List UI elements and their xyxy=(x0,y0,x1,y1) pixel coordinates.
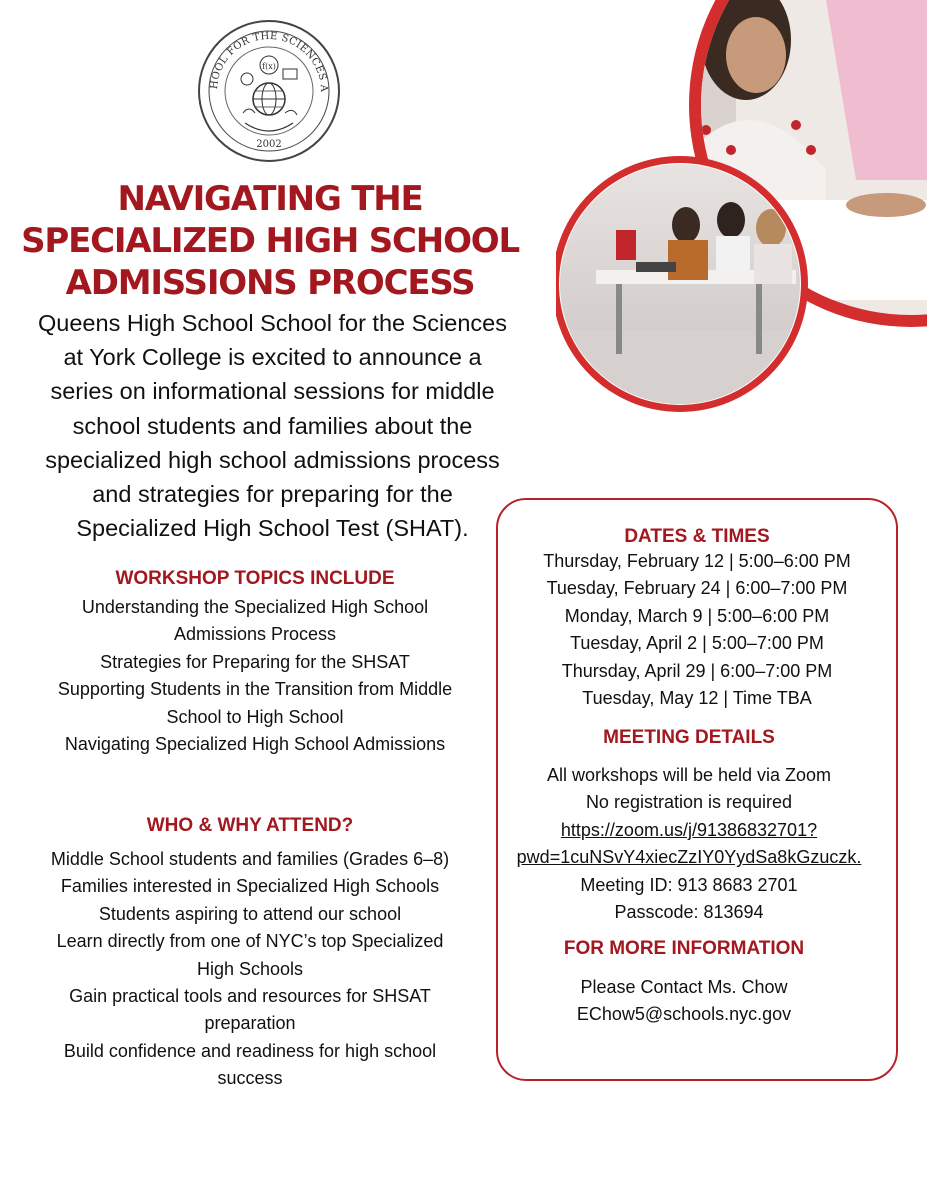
date-item: Tuesday, February 24 | 6:00–7:00 PM xyxy=(546,578,848,599)
list-item: Gain practical tools and resources for SHSAT xyxy=(69,986,431,1007)
date-item: Tuesday, April 2 | 5:00–7:00 PM xyxy=(570,633,824,654)
contact-email[interactable]: EChow5@schools.nyc.gov xyxy=(576,1004,792,1025)
page-title xyxy=(0,178,540,304)
intro-line: Queens High School School for the Sciences xyxy=(38,310,507,336)
list-item: Admissions Process xyxy=(173,624,337,645)
list-item: High Schools xyxy=(196,958,304,979)
meeting-line: No registration is required xyxy=(585,792,793,813)
title-line-1: NAVIGATING THE xyxy=(117,179,423,219)
list-item: Students aspiring to attend our school xyxy=(98,903,402,924)
meeting-details xyxy=(496,762,882,926)
intro-line: at York College is excited to announce a xyxy=(63,344,482,371)
workshop-topics-list xyxy=(0,594,510,758)
date-item: Thursday, February 12 | 5:00–6:00 PM xyxy=(543,551,851,571)
list-item: success xyxy=(217,1068,283,1089)
meeting-id: Meeting ID: 913 8683 2701 xyxy=(580,874,798,895)
intro-line: school students and families about the xyxy=(72,412,473,439)
dates-heading: DATES & TIMES xyxy=(624,526,770,547)
zoom-link[interactable]: https://zoom.us/j/91386832701? xyxy=(560,819,818,840)
who-why-list xyxy=(0,846,500,1093)
intro-paragraph xyxy=(10,306,535,545)
date-item: Monday, March 9 | 5:00–6:00 PM xyxy=(564,605,830,626)
title-line-3: ADMISSIONS PROCESS xyxy=(65,263,475,303)
meeting-details-heading: MEETING DETAILS xyxy=(603,727,775,748)
seal-ring-text: HOOL FOR THE SCIENCES A xyxy=(208,30,330,93)
dates-list xyxy=(496,548,898,712)
workshop-topics-heading: WORKSHOP TOPICS INCLUDE xyxy=(115,568,395,589)
more-info xyxy=(496,974,872,1029)
school-seal xyxy=(197,19,341,163)
intro-line: and strategies for preparing for the xyxy=(92,481,453,508)
more-info-heading: FOR MORE INFORMATION xyxy=(563,938,805,959)
list-item: Strategies for Preparing for the SHSAT xyxy=(100,651,410,672)
photo-collage xyxy=(556,0,927,420)
list-item: Build confidence and readiness for high school xyxy=(63,1040,437,1061)
meeting-line: All workshops will be held via Zoom xyxy=(546,765,832,785)
list-item: Supporting Students in the Transition from Middle xyxy=(57,679,453,700)
seal-year: 2002 xyxy=(256,139,282,150)
intro-line: series on informational sessions for middle xyxy=(50,378,495,405)
intro-line: specialized high school admissions process xyxy=(45,446,500,473)
contact-line: Please Contact Ms. Chow xyxy=(580,977,788,997)
title-line-2: SPECIALIZED HIGH SCHOOL xyxy=(21,221,519,261)
list-item: Learn directly from one of NYC’s top Specialized xyxy=(56,931,444,952)
date-item: Tuesday, May 12 | Time TBA xyxy=(582,688,812,709)
list-item: Understanding the Specialized High School xyxy=(81,597,429,617)
who-why-heading: WHO & WHY ATTEND? xyxy=(146,815,354,836)
list-item: Families interested in Specialized High Schools xyxy=(60,876,440,897)
zoom-link-continued[interactable]: pwd=1cuNSvY4xiecZzIY0YydSa8kGzuczk. xyxy=(516,847,862,868)
seal-formula: f(x) xyxy=(262,62,276,71)
list-item: Middle School students and families (Grades 6–8) xyxy=(50,849,450,869)
list-item: Navigating Specialized High School Admissions xyxy=(64,734,446,755)
date-item: Thursday, April 29 | 6:00–7:00 PM xyxy=(561,660,833,681)
meeting-passcode: Passcode: 813694 xyxy=(614,902,764,923)
list-item: preparation xyxy=(204,1013,296,1034)
intro-line: Specialized High School Test (SHAT). xyxy=(76,515,469,542)
list-item: School to High School xyxy=(166,706,344,727)
